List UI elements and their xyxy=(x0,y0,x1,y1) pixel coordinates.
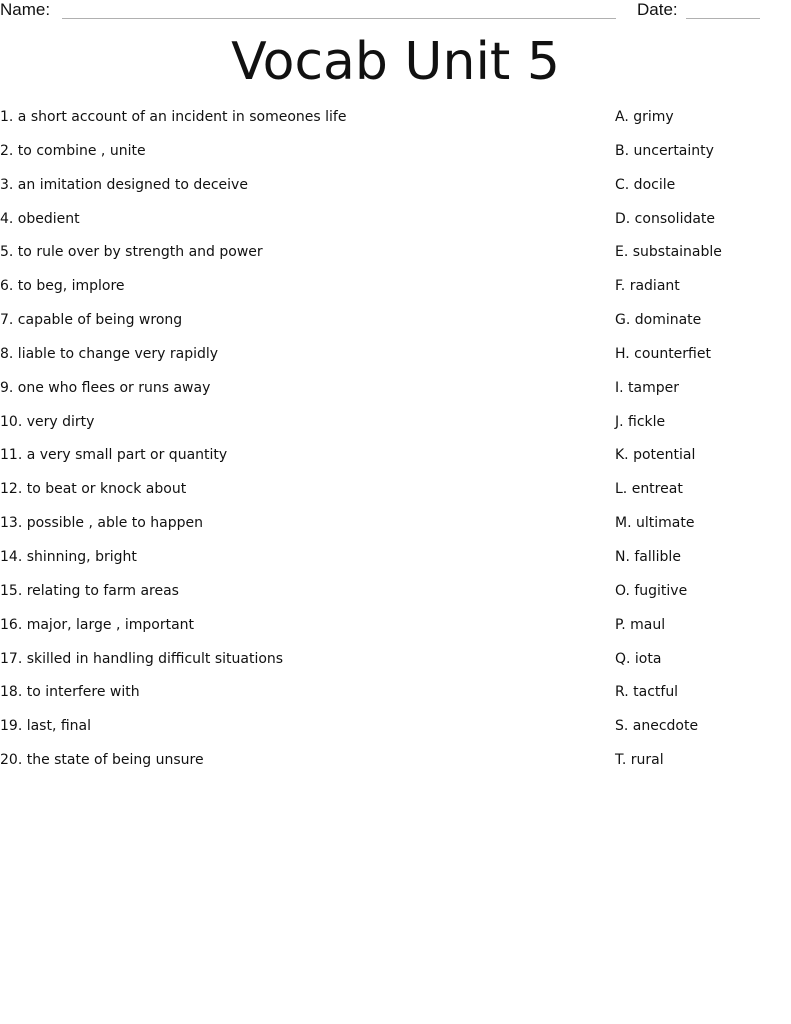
list-item xyxy=(0,310,791,344)
clue-text: 18. to interfere with xyxy=(0,684,140,701)
word-option: L. entreat xyxy=(615,481,683,498)
clue-text: 13. possible , able to happen xyxy=(0,515,204,532)
list-item xyxy=(0,615,791,649)
matching-list xyxy=(0,107,791,784)
date-label: Date: xyxy=(637,0,678,19)
clue-text: 14. shinning, bright xyxy=(0,548,137,565)
list-item xyxy=(0,716,791,750)
clue-text: 19. last, final xyxy=(0,718,92,735)
worksheet-header xyxy=(0,0,791,24)
word-option: C. docile xyxy=(615,176,676,193)
name-blank-line xyxy=(62,18,616,19)
word-option: P. maul xyxy=(615,616,666,633)
list-item xyxy=(0,649,791,683)
word-option: O. fugitive xyxy=(615,582,688,599)
word-option: N. fallible xyxy=(615,548,681,565)
clue-text: 16. major, large , important xyxy=(0,616,195,633)
clue-text: 9. one who flees or runs away xyxy=(0,379,211,396)
clue-text: 4. obedient xyxy=(0,210,80,227)
word-option: G. dominate xyxy=(615,312,702,329)
name-label: Name: xyxy=(0,0,51,19)
clue-text: 8. liable to change very rapidly xyxy=(0,345,219,362)
date-blank-line xyxy=(686,18,760,19)
list-item xyxy=(0,141,791,175)
clue-text: 12. to beat or knock about xyxy=(0,481,187,498)
clue-text: 3. an imitation designed to deceive xyxy=(0,176,248,193)
word-option: M. ultimate xyxy=(615,515,695,532)
list-item xyxy=(0,445,791,479)
clue-text: 6. to beg, implore xyxy=(0,278,125,295)
list-item xyxy=(0,209,791,243)
clue-text: 17. skilled in handling difficult situations xyxy=(0,650,284,667)
word-option: T. rural xyxy=(615,752,664,769)
word-option: B. uncertainty xyxy=(615,142,714,159)
clue-text: 20. the state of being unsure xyxy=(0,752,204,769)
word-option: R. tactful xyxy=(615,684,679,701)
word-option: S. anecdote xyxy=(615,718,699,735)
clue-text: 10. very dirty xyxy=(0,413,95,430)
word-option: A. grimy xyxy=(615,109,674,125)
clue-text: 15. relating to farm areas xyxy=(0,582,179,599)
list-item xyxy=(0,242,791,276)
word-option: F. radiant xyxy=(615,278,680,295)
list-item xyxy=(0,682,791,716)
list-item xyxy=(0,412,791,446)
list-item xyxy=(0,107,791,141)
clue-text: 1. a short account of an incident in someones life xyxy=(0,109,347,125)
word-option: J. fickle xyxy=(615,413,666,430)
list-item xyxy=(0,276,791,310)
list-item xyxy=(0,581,791,615)
list-item xyxy=(0,750,791,784)
list-item xyxy=(0,344,791,378)
word-option: K. potential xyxy=(615,447,696,464)
list-item xyxy=(0,479,791,513)
clue-text: 2. to combine , unite xyxy=(0,142,146,159)
clue-text: 11. a very small part or quantity xyxy=(0,447,228,464)
word-option: E. substainable xyxy=(615,244,722,261)
word-option: Q. iota xyxy=(615,650,662,667)
word-option: D. consolidate xyxy=(615,210,716,227)
word-option: I. tamper xyxy=(615,379,679,396)
list-item xyxy=(0,378,791,412)
list-item xyxy=(0,175,791,209)
clue-text: 7. capable of being wrong xyxy=(0,312,183,329)
list-item xyxy=(0,547,791,581)
clue-text: 5. to rule over by strength and power xyxy=(0,244,263,261)
word-option: H. counterfiet xyxy=(615,345,711,362)
page-title: Vocab Unit 5 xyxy=(231,32,560,92)
list-item xyxy=(0,513,791,547)
